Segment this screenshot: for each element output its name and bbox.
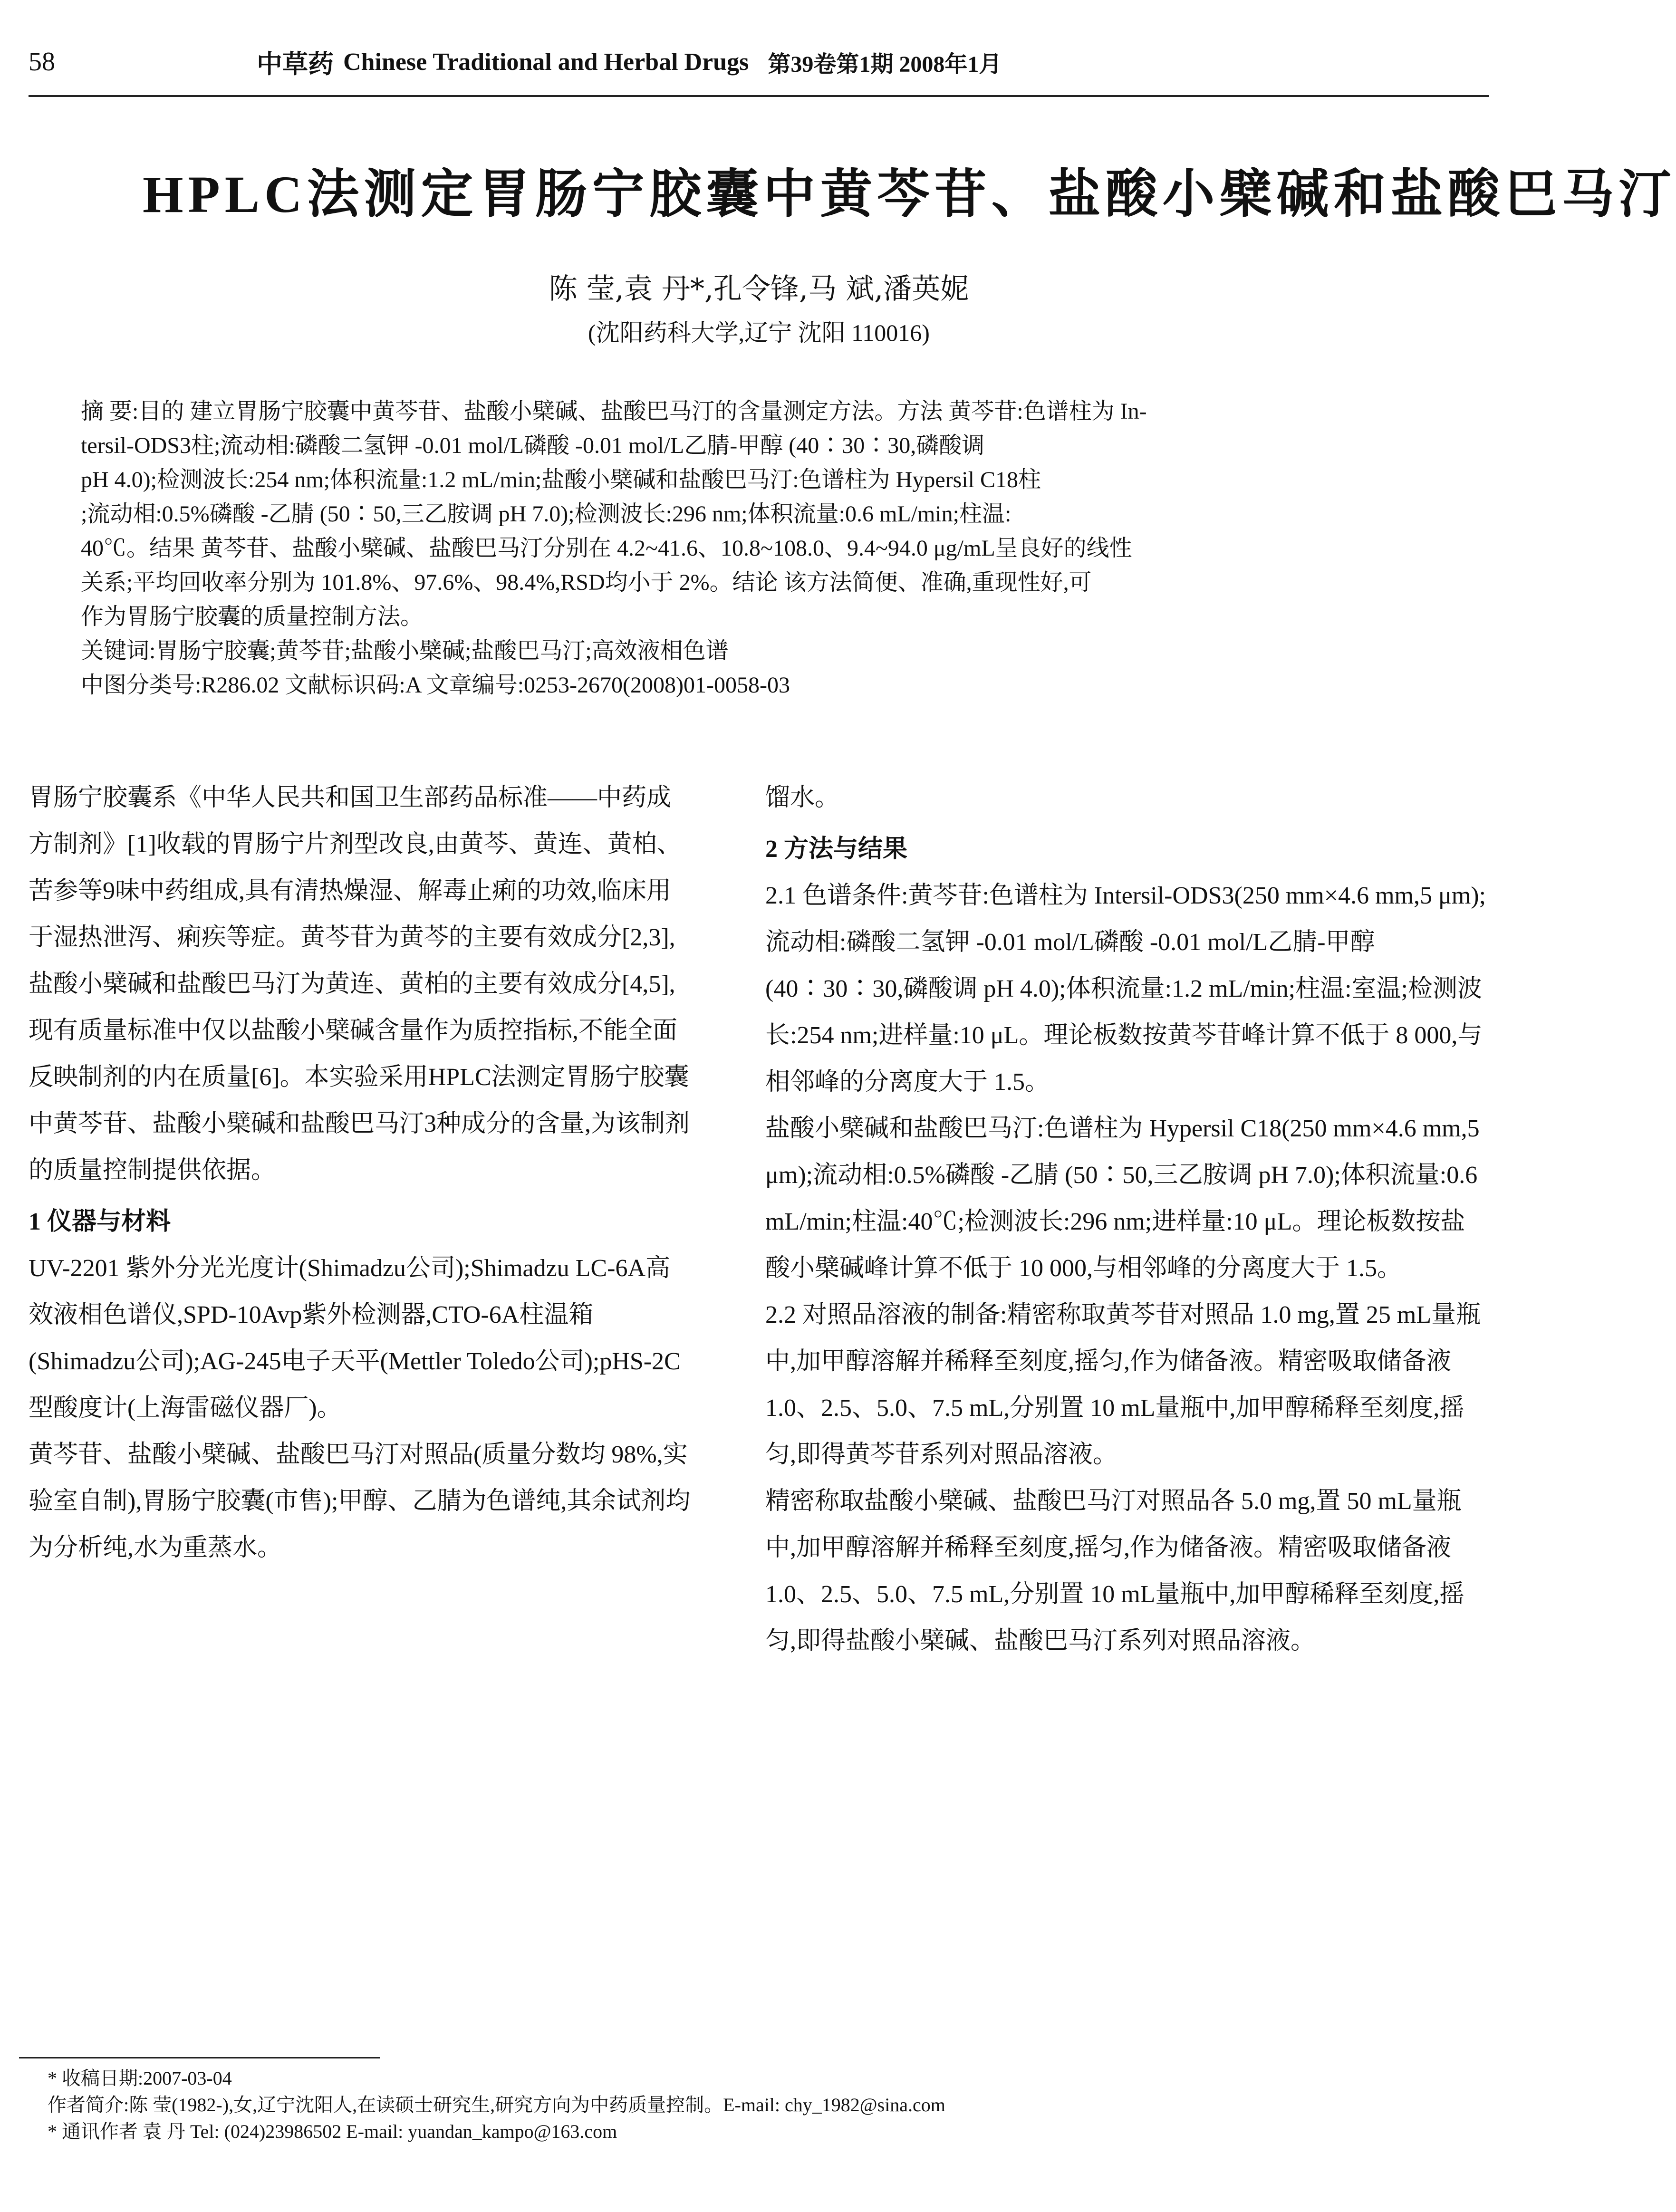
intro-paragraph: 胃肠宁胶囊系《中华人民共和国卫生部药品标准——中药成方制剂》[1]收载的胃肠宁片剂型改良,由黄芩、黄连、黄柏、苦参等9味中药组成,具有清热燥湿、解毒止痢的功效,临床用于湿热泄泻、痢疾等症。黄芩苷为黄芩的主要有效成分[2,3],盐酸小檗碱和盐酸巴马汀为黄连、黄柏的主要有效成分[4,5],现有质量标准中仅以盐酸小檗碱含量作为质控指标,不能全面反映制剂的内在质量[6]。本实验采用HPLC法测定胃肠宁胶囊中黄芩苷、盐酸小檗碱和盐酸巴马汀3种成分的含量,为该制剂的质量控制提供依据。: [29, 784, 690, 1184]
body-paragraph: 精密称取盐酸小檗碱、盐酸巴马汀对照品各 5.0 mg,置 50 mL量瓶中,加甲醇溶解并稀释至刻度,摇匀,作为储备液。精密吸取储备液 1.0、2.5、5.0、7.5 mL,分别置 10 mL量瓶中,加甲醇稀释至刻度,摇匀,即得盐酸小檗碱、盐酸巴马汀系列对照品溶液。: [765, 1488, 1464, 1654]
abstract-line: 40℃。结果 黄芩苷、盐酸小檗碱、盐酸巴马汀分别在 4.2~41.6、10.8~108.0、9.4~94.0 μg/mL呈良好的线性: [81, 536, 1132, 561]
abstract: [81, 394, 1402, 702]
corresponding-author: * 通讯作者 袁 丹 Tel: (024)23986502 E-mail: yuandan_kampo@163.com: [48, 2121, 617, 2142]
page-number: 58: [29, 47, 55, 77]
footnote-divider: [19, 2057, 380, 2058]
section-heading: 2 方法与结果: [765, 836, 908, 863]
journal-name-cn: 中草药: [257, 49, 334, 78]
received-date: * 收稿日期:2007-03-04: [48, 2068, 232, 2089]
abstract-line: tersil-ODS3柱;流动相:磷酸二氢钾 -0.01 mol/L磷酸 -0.01 mol/L乙腈-甲醇 (40∶30∶30,磷酸调: [81, 433, 985, 458]
body-paragraph: 2.2 对照品溶液的制备:精密称取黄芩苷对照品 1.0 mg,置 25 mL量瓶中,加甲醇溶解并稀释至刻度,摇匀,作为储备液。精密吸取储备液 1.0、2.5、5.0、7.5 mL,分别置 10 mL量瓶中,加甲醇稀释至刻度,摇匀,即得黄芩苷系列对照品溶液。: [765, 1301, 1481, 1468]
classification-line: 中图分类号:R286.02 文献标识码:A 文章编号:0253-2670(2008)01-0058-03: [81, 673, 790, 698]
body-paragraph: 黄芩苷、盐酸小檗碱、盐酸巴马汀对照品(质量分数均 98%,实验室自制),胃肠宁胶囊(市售);甲醇、乙腈为色谱纯,其余试剂均为分析纯,水为重蒸水。: [29, 1441, 691, 1561]
author-bio: 作者简介:陈 莹(1982-),女,辽宁沈阳人,在读硕士研究生,研究方向为中药质量控制。E-mail: chy_1982@sina.com: [48, 2094, 945, 2116]
abstract-line: 摘 要:目的 建立胃肠宁胶囊中黄芩苷、盐酸小檗碱、盐酸巴马汀的含量测定方法。方法 黄芩苷:色谱柱为 In-: [81, 399, 1147, 424]
section-heading: 1 仪器与材料: [29, 1208, 171, 1235]
body-paragraph: 2.1 色谱条件:黄芩苷:色谱柱为 Intersil-ODS3(250 mm×4.6 mm,5 μm);流动相:磷酸二氢钾 -0.01 mol/L磷酸 -0.01 mol/L乙腈-甲醇 (40∶30∶30,磷酸调 pH 4.0);体积流量:1.2 mL/min;柱温:室温;检测波长:254 nm;进样量:10 μL。理论板数按黄芩苷峰计算不低于 8 000,与相邻峰的分离度大于 1.5。: [765, 882, 1486, 1096]
author-list: 陈 莹,袁 丹*,孔令锋,马 斌,潘英妮: [549, 272, 969, 306]
article-title: HPLC法测定胃肠宁胶囊中黄芩苷、盐酸小檗碱和盐酸巴马汀: [143, 165, 1676, 223]
volume-info: 第39卷第1期 2008年1月: [768, 51, 1002, 77]
body-paragraph: 馏水。: [765, 784, 840, 811]
abstract-line: 关系;平均回收率分别为 101.8%、97.6%、98.4%,RSD均小于 2%。结论 该方法简便、准确,重现性好,可: [81, 570, 1092, 595]
body-paragraph: 盐酸小檗碱和盐酸巴马汀:色谱柱为 Hypersil C18(250 mm×4.6 mm,5 μm);流动相:0.5%磷酸 -乙腈 (50∶50,三乙胺调 pH 7.0);体积流量:0.6 mL/min;柱温:40℃;检测波长:296 nm;进样量:10 μL。理论板数按盐酸小檗碱峰计算不低于 10 000,与相邻峰的分离度大于 1.5。: [765, 1115, 1480, 1282]
abstract-line: 作为胃肠宁胶囊的质量控制方法。: [81, 604, 424, 629]
left-column: [29, 775, 694, 1571]
abstract-line: pH 4.0);检测波长:254 nm;体积流量:1.2 mL/min;盐酸小檗碱和盐酸巴马汀:色谱柱为 Hypersil C18柱: [81, 467, 1041, 492]
abstract-line: ;流动相:0.5%磷酸 -乙腈 (50∶50,三乙胺调 pH 7.0);检测波长:296 nm;体积流量:0.6 mL/min;柱温:: [81, 501, 1011, 527]
journal-name-en: Chinese Traditional and Herbal Drugs: [343, 48, 749, 76]
affiliation: (沈阳药科大学,辽宁 沈阳 110016): [588, 319, 930, 346]
running-header: [29, 29, 1489, 97]
keywords: 关键词:胃肠宁胶囊;黄芩苷;盐酸小檗碱;盐酸巴马汀;高效液相色谱: [81, 638, 729, 664]
body-paragraph: UV-2201 紫外分光光度计(Shimadzu公司);Shimadzu LC-6A高效液相色谱仪,SPD-10Avp紫外检测器,CTO-6A柱温箱(Shimadzu公司);AG-245电子天平(Mettler Toledo公司);pHS-2C型酸度计(上海雷磁仪器厂)。: [29, 1255, 681, 1422]
footnotes: [48, 2065, 1426, 2145]
right-column: [765, 775, 1488, 1664]
